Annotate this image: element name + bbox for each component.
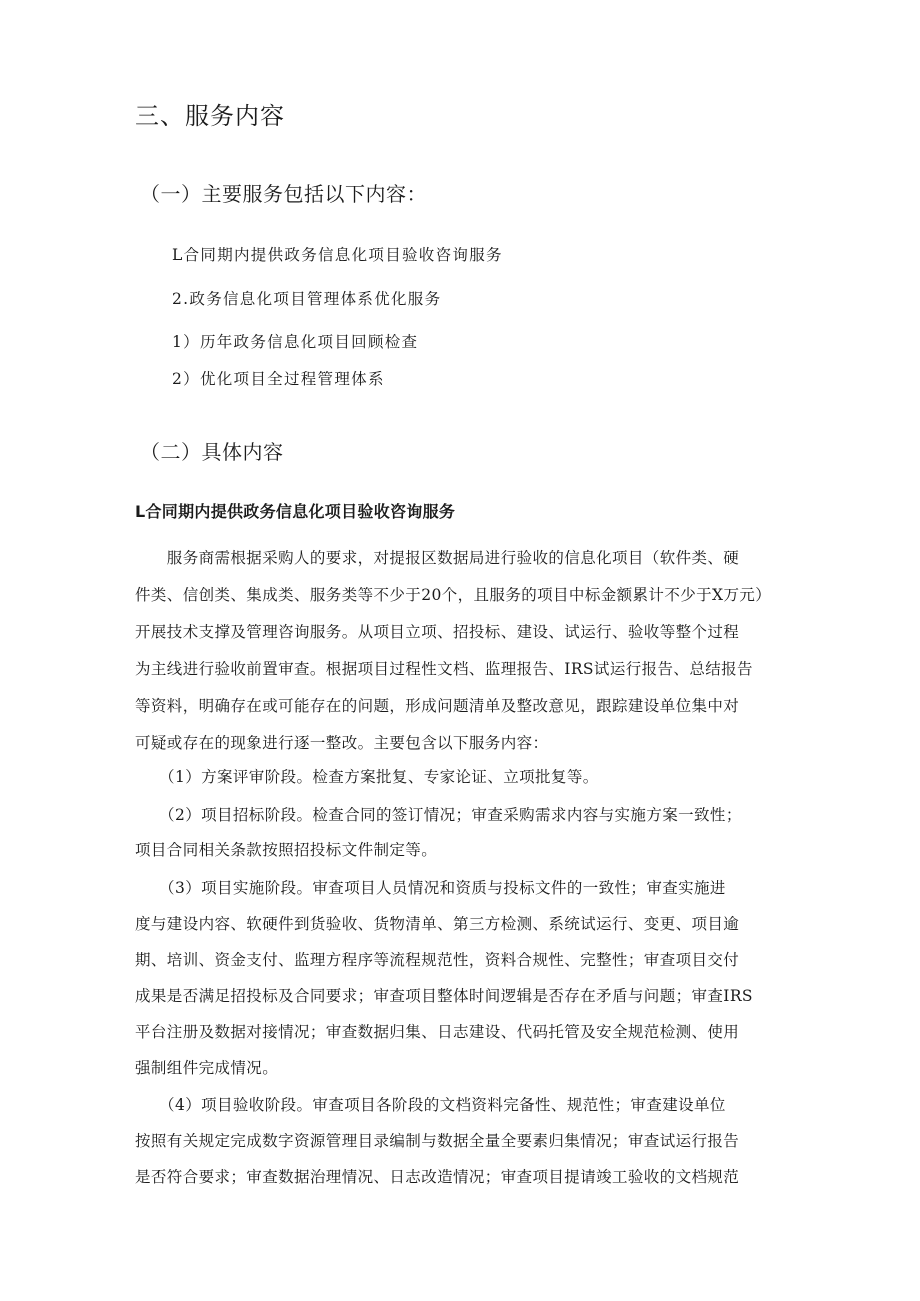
service-item-2-1: 1）历年政务信息化项目回顾检查: [172, 333, 419, 351]
body-line: 为主线进行验收前置审查。根据项目过程性文档、监理报告、IRS试运行报告、总结报告: [135, 660, 753, 678]
body-line: 是否符合要求；审查数据治理情况、日志改造情况；审查项目提请竣工验收的文档规范: [135, 1168, 740, 1186]
body-line: 可疑或存在的现象进行逐一整改。主要包含以下服务内容：: [135, 734, 549, 752]
body-line: （2）项目招标阶段。检查合同的签订情况；审查采购需求内容与实施方案一致性；: [135, 806, 742, 824]
body-line: 平台注册及数据对接情况；审查数据归集、日志建设、代码托管及安全规范检测、使用: [135, 1023, 740, 1041]
body-line: 成果是否满足招投标及合同要求；审查项目整体时间逻辑是否存在矛盾与问题；审查IRS: [135, 987, 753, 1005]
body-line: （3）项目实施阶段。审查项目人员情况和资质与投标文件的一致性；审查实施进: [135, 879, 726, 897]
subsection-heading-2: （二）具体内容: [140, 440, 284, 464]
subsection-heading-1: （一）主要服务包括以下内容：: [140, 182, 427, 206]
body-line: 项目合同相关条款按照招投标文件制定等。: [135, 841, 438, 859]
service-item-2-2: 2）优化项目全过程管理体系: [172, 370, 385, 388]
body-line: （4）项目验收阶段。审查项目各阶段的文档资料完备性、规范性；审查建设单位: [135, 1096, 726, 1114]
content-subheading: L合同期内提供政务信息化项目验收咨询服务: [135, 502, 456, 521]
section-title: 三、服务内容: [135, 102, 285, 130]
body-line: 件类、信创类、集成类、服务类等不少于20个，且服务的项目中标金额累计不少于X万元）: [135, 586, 772, 604]
body-line: 按照有关规定完成数字资源管理目录编制与数据全量全要素归集情况；审查试运行报告: [135, 1132, 740, 1150]
body-line: 期、培训、资金支付、监理方程序等流程规范性，资料合规性、完整性；审查项目交付: [135, 951, 740, 969]
service-item-2: 2.政务信息化项目管理体系优化服务: [172, 290, 442, 308]
body-line: 等资料，明确存在或可能存在的问题，形成问题清单及整改意见，跟踪建设单位集中对: [135, 697, 740, 715]
service-item-1: L合同期内提供政务信息化项目验收咨询服务: [172, 246, 503, 264]
body-line: 开展技术支撑及管理咨询服务。从项目立项、招投标、建设、试运行、验收等整个过程: [135, 623, 740, 641]
body-line: 强制组件完成情况。: [135, 1059, 279, 1077]
body-line: 服务商需根据采购人的要求，对提报区数据局进行验收的信息化项目（软件类、硬: [135, 549, 740, 567]
body-line: 度与建设内容、软硬件到货验收、货物清单、第三方检测、系统试运行、变更、项目逾: [135, 915, 740, 933]
body-line: （1）方案评审阶段。检查方案批复、专家论证、立项批复等。: [135, 768, 599, 786]
